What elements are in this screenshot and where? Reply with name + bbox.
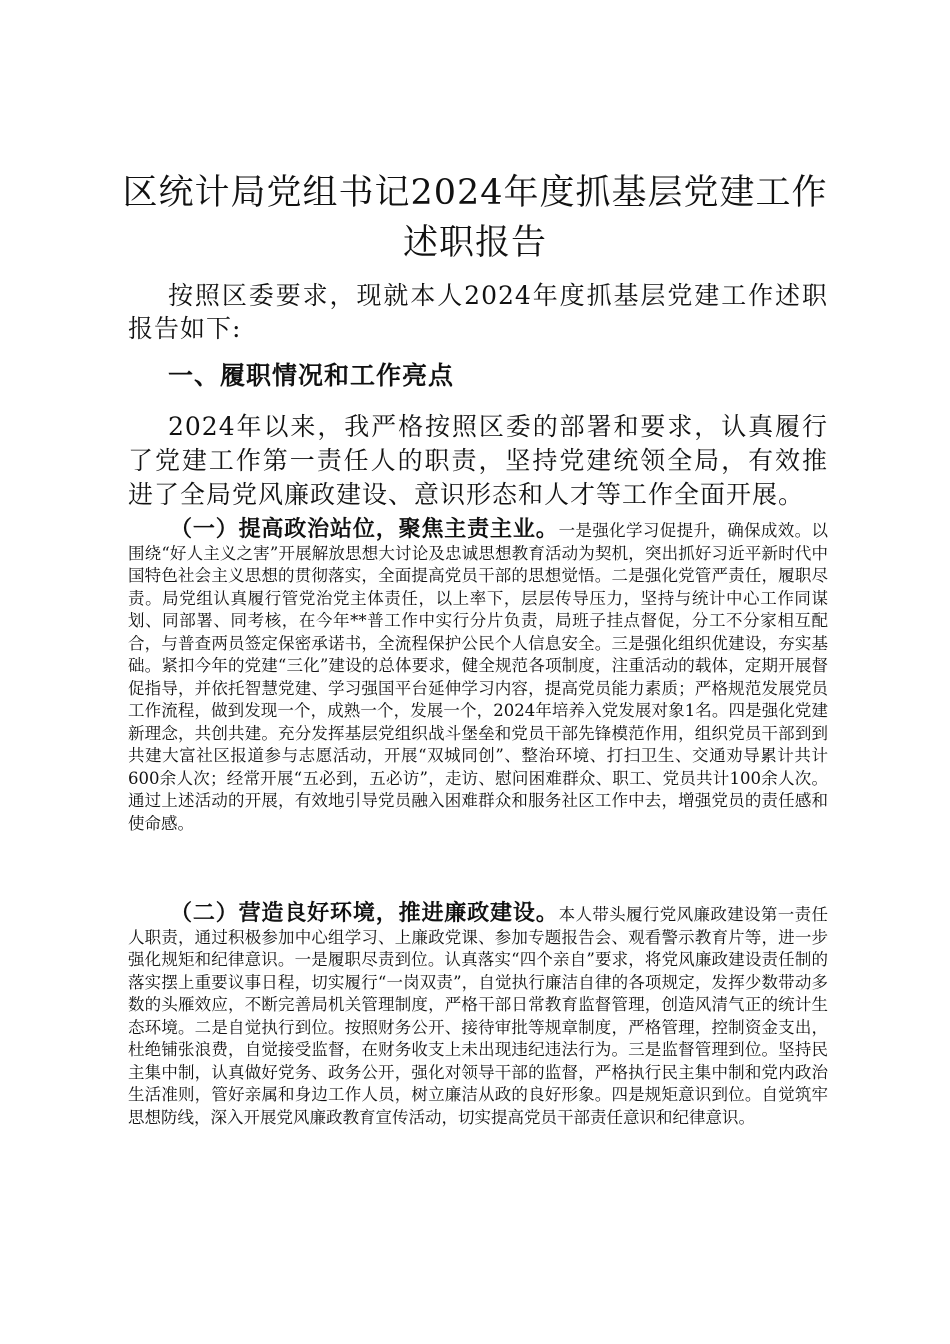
section-heading: 一、履职情况和工作亮点	[168, 361, 455, 390]
item-1-body: 一是强化学习促提升，确保成效。以围绕“好人主义之害”开展解放思想大讨论及忠诚思想教育活动为契机，突出抓好习近平新时代中国特色社会主义思想的贯彻落实，全面提高党员干部的思想觉悟。二是强化党管严责任，履职尽责。局党组认真履行管党治党主体责任，以上率下，层层传导压力，坚持与统计中心工作同谋划、同部署、同考核，在今年**普工作中实行分片负责，局班子挂点督促，分工不分家相互配合，与普查两员签定保密承诺书，全流程保护公民个人信息安全。三是强化组织优建设，夯实基础。紧扣今年的党建“三化”建设的总体要求，健全规范各项制度，注重活动的载体，定期开展督促指导，并依托智慧党建、学习强国平台延伸学习内容，提高党员能力素质；严格规范发展党员工作流程，做到发现一个，成熟一个，发展一个，2024年培养入党发展对象1名。四是强化党建新理念，共创共建。充分发挥基层党组织战斗堡垒和党员干部先锋模范作用，组织党员干部到到共建大富社区报道参与志愿活动，开展“双城同创”、整治环境、打扫卫生、交通劝导累计共计600余人次；经常开展“五必到，五必访”，走访、慰问困难群众、职工、党员共计100余人次。通过上述活动的开展，有效地引导党员融入困难群众和服务社区工作中去，增强党员的责任感和使命感。	[128, 521, 828, 833]
section-overview-paragraph: 2024年以来，我严格按照区委的部署和要求，认真履行了党建工作第一责任人的职责，坚持党建统领全局，有效推进了全局党风廉政建设、意识形态和人才等工作全面开展。	[128, 412, 828, 509]
item-2-paragraph	[128, 902, 828, 1129]
intro-paragraph: 按照区委要求，现就本人2024年度抓基层党建工作述职报告如下:	[128, 281, 828, 343]
title-line-2: 述职报告	[402, 223, 547, 263]
item-2-heading: （二）营造良好环境，推进廉政建设。	[170, 900, 559, 926]
item-1-paragraph	[128, 518, 828, 835]
document-title	[90, 168, 860, 268]
title-line-1: 区统计局党组书记2024年度抓基层党建工作	[122, 173, 828, 213]
item-1-heading: （一）提高政治站位，聚焦主责主业。	[170, 516, 559, 542]
item-2-body: 本人带头履行党风廉政建设第一责任人职责，通过积极参加中心组学习、上廉政党课、参加专题报告会、观看警示教育片等，进一步强化规矩和纪律意识。一是履职尽责到位。认真落实“四个亲自”要求，将党风廉政建设责任制的落实摆上重要议事日程，切实履行“一岗双责”，自觉执行廉洁自律的各项规定，发挥少数带动多数的头雁效应，不断完善局机关管理制度，严格干部日常教育监督管理，创造风清气正的统计生态环境。二是自觉执行到位。按照财务公开、接待审批等规章制度，严格管理，控制资金支出，杜绝铺张浪费，自觉接受监督，在财务收支上未出现违纪违法行为。三是监督管理到位。坚持民主集中制，认真做好党务、政务公开，强化对领导干部的监督，严格执行民主集中制和党内政治生活准则，管好亲属和身边工作人员，树立廉洁从政的良好形象。四是规矩意识到位。自觉筑牢思想防线，深入开展党风廉政教育宣传活动，切实提高党员干部责任意识和纪律意识。	[128, 905, 828, 1127]
